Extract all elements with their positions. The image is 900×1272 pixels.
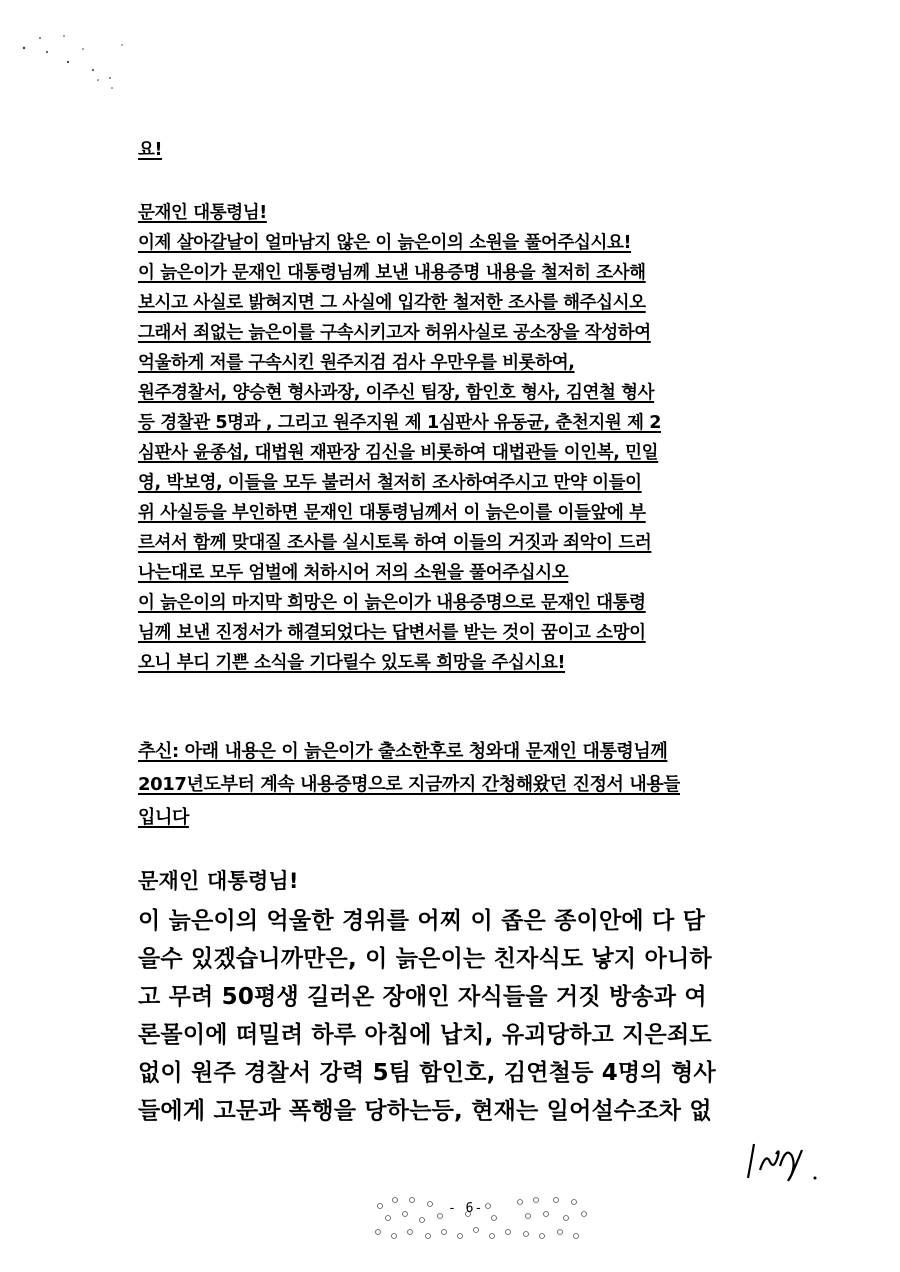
paragraph1-line: 나는대로 모두 엄벌에 처하시어 저의 소원을 풀어주십시오 <box>138 563 569 583</box>
paragraph2-line: 을수 있겠습니까만은, 이 늙은이는 친자식도 낳지 아니하 <box>138 946 712 972</box>
paragraph1-line: 영, 박보영, 이들을 모두 불러서 철저히 조사하여주시고 만약 이들이 <box>138 473 642 493</box>
paragraph1-line: 이 늙은이의 마지막 희망은 이 늙은이가 내용증명으로 문재인 대통령 <box>138 593 646 613</box>
paragraph1-line: 보시고 사실로 밝혀지면 그 사실에 입각한 철저한 조사를 해주십시오 <box>138 293 646 313</box>
postscript-line: 추신: 아래 내용은 이 늙은이가 출소한후로 청와대 문재인 대통령님께 <box>138 741 668 762</box>
page-number: - 6- <box>448 1201 484 1216</box>
paragraph1-line: 억울하게 저를 구속시킨 원주지검 검사 우만우를 비롯하여, <box>138 353 575 373</box>
signature <box>740 1136 830 1186</box>
paragraph2-line: 이 늙은이의 억울한 경위를 어찌 이 좁은 종이안에 다 담 <box>138 908 706 934</box>
postscript-line: 2017년도부터 계속 내용증명으로 지금까지 간청해왔던 진정서 내용들 <box>138 774 681 795</box>
paragraph1-line: 오니 부디 기쁜 소식을 기다릴수 있도록 희망을 주십시요! <box>138 653 566 673</box>
paragraph-circumstances <box>138 902 716 1130</box>
paragraph2-line: 고 무려 50평생 길러온 장애인 자식들을 거짓 방송과 여 <box>138 984 707 1010</box>
paragraph2-line: 들에게 고문과 폭행을 당하는등, 현재는 일어설수조차 없 <box>138 1098 712 1124</box>
salutation: 문재인 대통령님! <box>138 869 299 893</box>
top-fragment: 요! <box>138 140 163 160</box>
paragraph1-line: 문재인 대통령님! <box>138 203 267 223</box>
paragraph2-line: 없이 원주 경찰서 강력 5팀 함인호, 김연철등 4명의 형사 <box>138 1060 716 1086</box>
paragraph1-line: 등 경찰관 5명과 , 그리고 원주지원 제 1심판사 유동균, 춘천지원 제 2 <box>138 413 662 433</box>
paragraph1-line: 심판사 윤종섭, 대법원 재판장 김신을 비롯하여 대법관들 이인복, 민일 <box>138 443 659 463</box>
paragraph1-line: 이제 살아갈날이 얼마남지 않은 이 늙은이의 소원을 풀어주십시요! <box>138 233 632 253</box>
paragraph1-line: 원주경찰서, 양승현 형사과장, 이주신 팀장, 함인호 형사, 김연철 형사 <box>138 383 655 403</box>
paragraph1-line: 그래서 죄없는 늙은이를 구속시키고자 허위사실로 공소장을 작성하여 <box>138 323 651 343</box>
paragraph1-line: 이 늙은이가 문재인 대통령님께 보낸 내용증명 내용을 철저히 조사해 <box>138 263 646 283</box>
footer-dot-pattern <box>370 1192 600 1252</box>
paragraph1-line: 르셔서 함께 맞대질 조사를 실시토록 하여 이들의 거짓과 죄악이 드러 <box>138 533 652 553</box>
paragraph2-line: 론몰이에 떠밀려 하루 아침에 납치, 유괴당하고 지은죄도 <box>138 1022 712 1048</box>
postscript-line: 입니다 <box>138 807 189 828</box>
paragraph1-line: 위 사실등을 부인하면 문재인 대통령님께서 이 늙은이를 이들앞에 부 <box>138 503 646 523</box>
paragraph1-line: 님께 보낸 진정서가 해결되었다는 답변서를 받는 것이 꿈이고 소망이 <box>138 623 646 643</box>
paragraph-petition <box>138 198 661 678</box>
scan-speckles <box>0 0 900 120</box>
postscript <box>138 735 680 834</box>
